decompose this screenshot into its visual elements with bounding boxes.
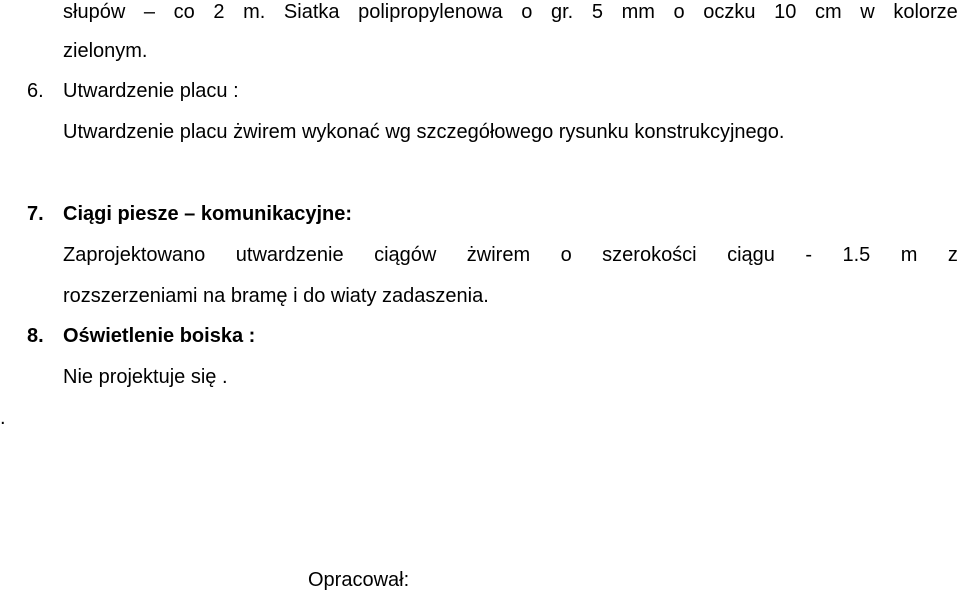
section-7-body-line-1-word: o: [560, 244, 572, 266]
continuation-line-1-word: 2: [213, 1, 225, 23]
section-6-heading: Utwardzenie placu :: [63, 80, 239, 102]
section-7-body-line-1-word: ciągów: [374, 244, 437, 266]
section-7-body-line-1: [63, 243, 958, 267]
section-7-body-line-1-word: szerokości: [602, 244, 697, 266]
continuation-line-1-word: 10: [774, 1, 797, 23]
continuation-line-1-word: o: [521, 1, 533, 23]
section-7-body-line-1-word: utwardzenie: [235, 244, 344, 266]
section-7-body-line-1-word: 1.5: [842, 244, 871, 266]
continuation-line-1-word: oczku: [703, 1, 756, 23]
section-7-body-line-1-word: m: [900, 244, 918, 266]
section-7-heading: Ciągi piesze – komunikacyjne:: [63, 203, 352, 225]
continuation-line-1-word: o: [673, 1, 685, 23]
section-8-body: Nie projektuje się .: [63, 366, 228, 388]
section-7-body-line-1-word: Zaprojektowano: [63, 244, 206, 266]
continuation-line-1-word: słupów: [63, 1, 126, 23]
section-6-body: Utwardzenie placu żwirem wykonać wg szczegółowego rysunku konstrukcyjnego.: [63, 121, 785, 143]
section-7-body-line-2: rozszerzeniami na bramę i do wiaty zadaszenia.: [63, 285, 489, 307]
continuation-line-1-word: mm: [621, 1, 655, 23]
continuation-line-1-word: w: [860, 1, 875, 23]
section-8-heading: Oświetlenie boiska :: [63, 325, 256, 347]
continuation-line-1-word: 5: [591, 1, 603, 23]
section-7-body-line-1-word: -: [805, 244, 813, 266]
stray-mark: .: [0, 407, 6, 429]
section-6-number: 6.: [27, 80, 44, 102]
signature-label: Opracował:: [308, 569, 410, 591]
continuation-line-2: zielonym.: [63, 40, 148, 62]
continuation-line-1: [63, 0, 958, 24]
section-7-body-line-1-word: żwirem: [466, 244, 531, 266]
section-8-number: 8.: [27, 325, 44, 347]
section-7-body-line-1-word: ciągu: [727, 244, 775, 266]
continuation-line-1-word: –: [143, 1, 155, 23]
section-7-number: 7.: [27, 203, 44, 225]
section-7-body-line-1-word: z: [947, 244, 958, 266]
continuation-line-1-word: polipropylenowa: [358, 1, 503, 23]
continuation-line-1-word: co: [173, 1, 195, 23]
continuation-line-1-word: gr.: [551, 1, 574, 23]
continuation-line-1-word: Siatka: [283, 1, 340, 23]
continuation-line-1-word: cm: [814, 1, 842, 23]
continuation-line-1-word: m.: [243, 1, 266, 23]
continuation-line-1-word: kolorze: [893, 1, 958, 23]
